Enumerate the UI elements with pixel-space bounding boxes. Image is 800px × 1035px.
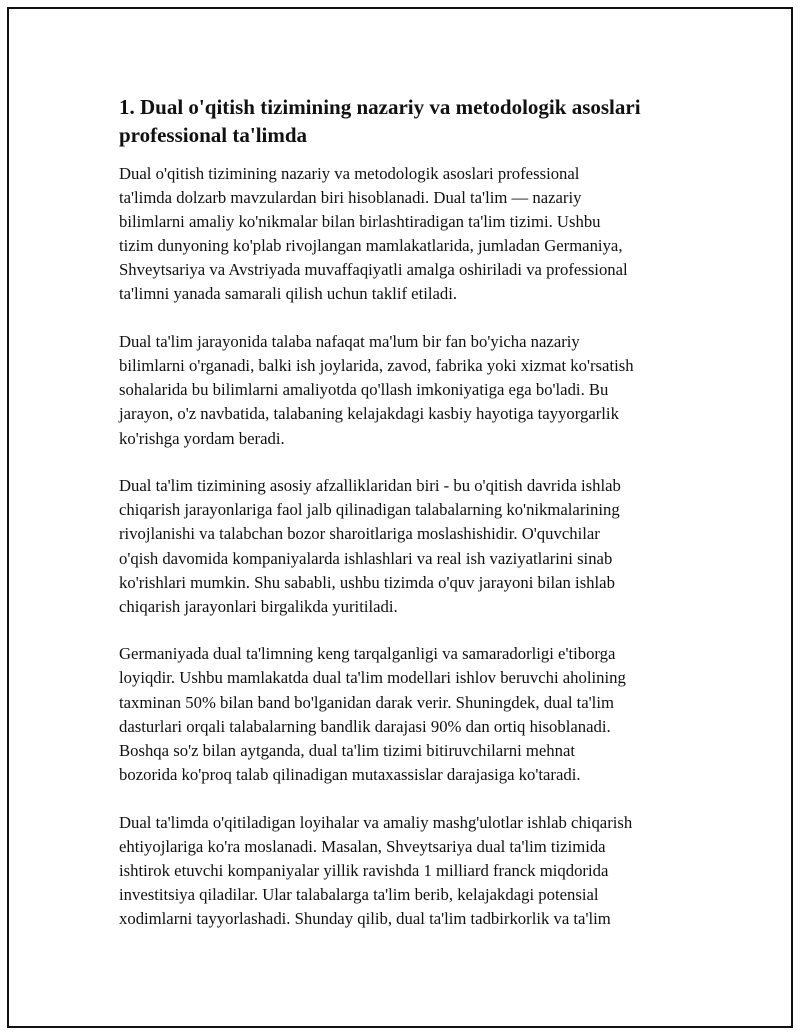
text-line: bilimlarni o'rganadi, balki ish joylarida, zavod, fabrika yoki xizmat ko'rsatish [119, 356, 634, 376]
text-line: ishtirok etuvchi kompaniyalar yillik ravishda 1 milliard franck miqdorida [119, 860, 609, 880]
text-line: bozorida ko'proq talab qilinadigan mutaxassislar darajasiga ko'taradi. [119, 764, 581, 784]
text-line: ko'rishga yordam beradi. [119, 428, 285, 448]
text-line: ta'limni yanada samarali qilish uchun taklif etiladi. [119, 284, 458, 304]
paragraph-4 [119, 642, 694, 787]
document-title [119, 93, 694, 149]
text-line: Dual ta'lim jarayonida talaba nafaqat ma'lum bir fan bo'yicha nazariy [119, 332, 580, 352]
text-line: Boshqa so'z bilan aytganda, dual ta'lim tizimi bitiruvchilarni mehnat [119, 740, 576, 760]
text-line: Dual ta'limda o'qitiladigan loyihalar va amaliy mashg'ulotlar ishlab chiqarish [119, 812, 633, 832]
text-line: sohalarida bu bilimlarni amaliyotda qo'llash imkoniyatiga ega bo'ladi. Bu [119, 380, 609, 400]
text-line: loyiqdir. Ushbu mamlakatda dual ta'lim modellari ishlov beruvchi aholining [119, 668, 626, 688]
text-line: dasturlari orqali talabalarning bandlik darajasi 90% dan ortiq hisoblanadi. [119, 716, 611, 736]
text-line: tizim dunyoning ko'plab rivojlangan mamlakatlarida, jumladan Germaniya, [119, 236, 623, 256]
text-line: investitsiya qiladilar. Ular talabalarga ta'lim berib, kelajakdagi potensial [119, 884, 599, 904]
paragraph-1 [119, 162, 694, 307]
text-line: Shveytsariya va Avstriyada muvaffaqiyatli amalga oshiriladi va professional [119, 260, 628, 280]
text-line: Dual o'qitish tizimining nazariy va metodologik asoslari professional [119, 164, 580, 183]
text-line: chiqarish jarayonlariga faol jalb qilinadigan talabalarning ko'nikmalarining [119, 500, 620, 520]
paragraph-2 [119, 330, 694, 450]
page-frame [7, 7, 793, 1028]
text-line: Germaniyada dual ta'limning keng tarqalganligi va samaradorligi e'tiborga [119, 644, 616, 664]
text-line: bilimlarni amaliy ko'nikmalar bilan birlashtiradigan ta'lim tizimi. Ushbu [119, 212, 601, 232]
text-line: chiqarish jarayonlari birgalikda yuritiladi. [119, 596, 398, 616]
text-line: jarayon, o'z navbatida, talabaning kelajakdagi kasbiy hayotiga tayyorgarlik [119, 404, 619, 424]
text-line: ta'limda dolzarb mavzulardan biri hisoblanadi. Dual ta'lim — nazariy [119, 188, 582, 208]
text-line: o'qish davomida kompaniyalarda ishlashlari va real ish vaziyatlarini sinab [119, 548, 613, 568]
text-line: xodimlarni tayyorlashadi. Shunday qilib, dual ta'lim tadbirkorlik va ta'lim [119, 908, 611, 928]
text-line: Dual ta'lim tizimining asosiy afzalliklaridan biri - bu o'qitish davrida ishlab [119, 476, 621, 496]
paragraph-5 [119, 811, 694, 931]
document-body [119, 93, 694, 955]
paragraph-3 [119, 474, 694, 619]
text-line: taxminan 50% bilan band bo'lganidan darak verir. Shuningdek, dual ta'lim [119, 692, 614, 712]
title-line: professional ta'limda [119, 123, 308, 147]
title-line: 1. Dual o'qitish tizimining nazariy va metodologik asoslari [119, 95, 641, 119]
text-line: ehtiyojlariga ko'ra moslanadi. Masalan, Shveytsariya dual ta'lim tizimida [119, 836, 606, 856]
text-line: ko'rishlari mumkin. Shu sababli, ushbu tizimda o'quv jarayoni bilan ishlab [119, 572, 615, 592]
text-line: rivojlanishi va talabchan bozor sharoitlariga moslashishidir. O'quvchilar [119, 524, 600, 544]
